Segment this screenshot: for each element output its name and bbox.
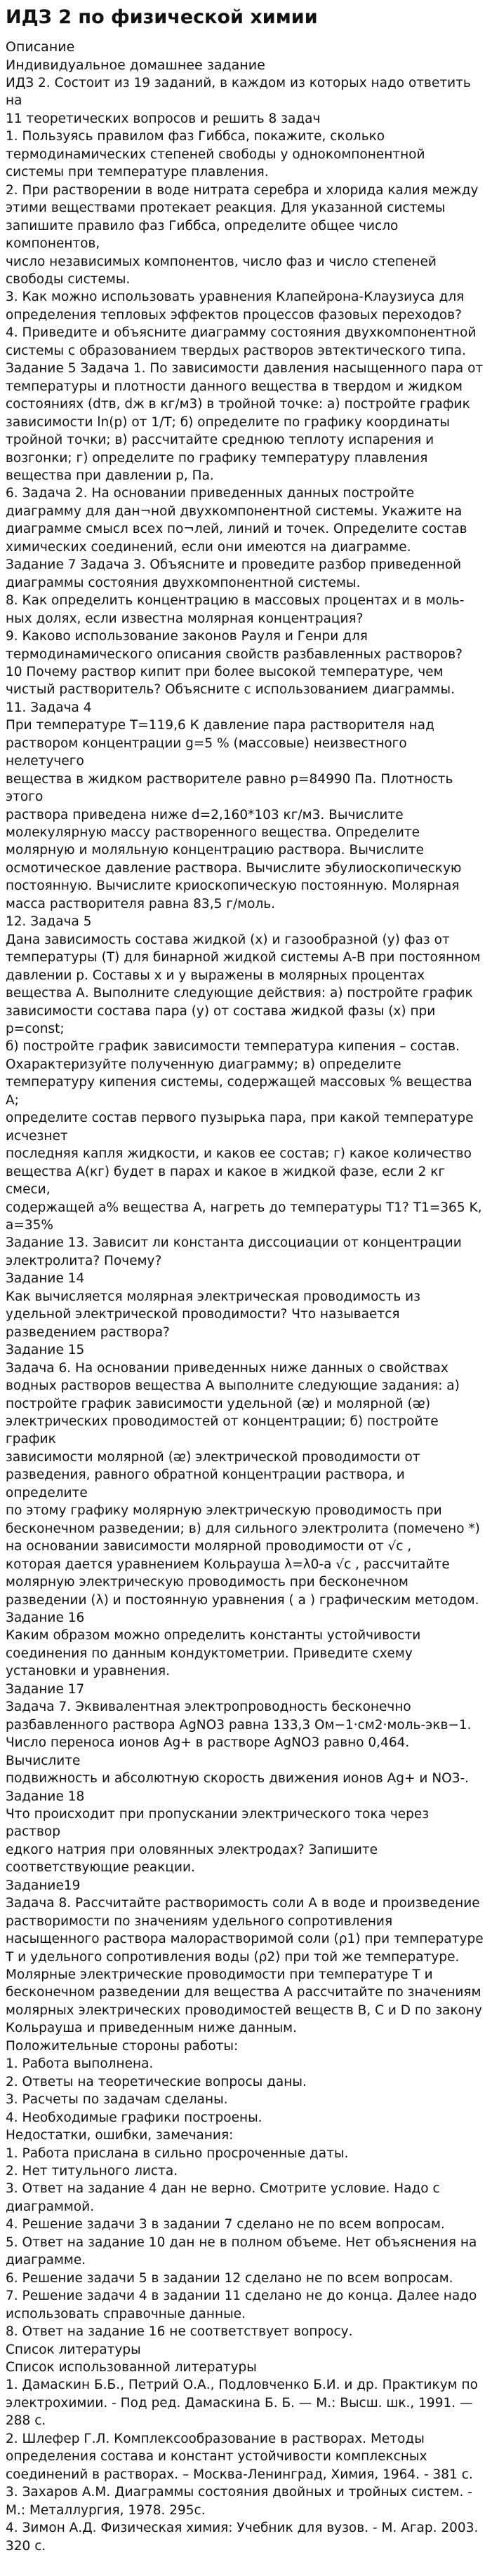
text-line: диаграмме смысл всех по¬лей, линий и точек. Определите состав — [6, 522, 467, 537]
text-line: по этому графику молярную электрическую проводимость при — [6, 1503, 442, 1519]
text-line: Недостатки, ошибки, замечания: — [6, 2128, 234, 2143]
text-line: 5. Ответ на задание 10 дан не в полном объеме. Нет объяснения на — [6, 2235, 477, 2250]
text-line: 4. Зимон А.Д. Физическая химия: Учебник для вузов. - М. Агар. 2003. — [6, 2521, 479, 2536]
text-line: 12. Задача 5 — [6, 914, 92, 930]
text-line: число независимых компонентов, число фаз и число степеней — [6, 254, 437, 269]
text-line: использовать справочные данные. — [6, 2306, 246, 2321]
text-line: электролита? Почему? — [6, 1253, 162, 1268]
text-line: молярную электрическую проводимость при бесконечном — [6, 1575, 408, 1590]
text-line: Дана зависимость состава жидкой (х) и газообразной (у) фаз от — [6, 932, 450, 947]
text-line: электрических проводимостей от концентрации; б) постройте график — [6, 1414, 439, 1447]
text-line: 1. Дамаскин Б.Б., Петрий О.А., Подловченко Б.И. и др. Практикум по — [6, 2378, 478, 2393]
text-line: молярных электрических проводимостей веществ B, C и D по закону — [6, 2002, 482, 2018]
text-line: 2. При растворении в воде нитрата серебра и хлорида калия между — [6, 182, 479, 198]
text-line: определения тепловых эффектов процессов фазовых переходов? — [6, 307, 462, 323]
text-line: вещества при давлении р, Па. — [6, 468, 214, 483]
text-line: ИДЗ 2. Состоит из 19 заданий, в каждом из которых надо ответить на — [6, 76, 471, 109]
text-line: 11 теоретических вопросов и решить 8 задач — [6, 111, 321, 126]
text-line: Задание 14 — [6, 1271, 85, 1287]
text-line: водных растворов вещества А выполните следующие задания: а) — [6, 1378, 460, 1394]
text-line: Задача 6. На основании приведенных ниже данных о свойствах — [6, 1360, 448, 1376]
text-line: 6. Задача 2. На основании приведенных данных постройте — [6, 486, 415, 501]
text-line: М.: Металлургия, 1978. 295с. — [6, 2502, 206, 2518]
text-line: 11. Задача 4 — [6, 700, 92, 715]
text-line: Задание 16 — [6, 1610, 85, 1625]
text-line: диаграммы состояния двухкомпонентной системы. — [6, 575, 361, 590]
text-line: 3. Расчеты по задачам сделаны. — [6, 2092, 228, 2108]
text-line: разведением раствора? — [6, 1324, 170, 1340]
document-subtitle: Индивидуальное домашнее задание — [6, 57, 265, 73]
text-line: разведении (λ) и постоянную уравнения ( a ) графическим методом. — [6, 1592, 479, 1608]
text-line: Как вычисляется молярная электрическая проводимость из — [6, 1289, 421, 1304]
text-line: 4. Решение задачи 3 в задании 7 сделано не по всем вопросам. — [6, 2217, 445, 2232]
text-line: 2. Нет титульного листа. — [6, 2164, 178, 2179]
text-line: Что происходит при пропускании электрического тока через раствор — [6, 1806, 430, 1840]
text-line: определения состава и констант устойчивости комплексных — [6, 2449, 427, 2465]
document-body — [6, 74, 486, 2555]
text-line: Список литературы — [6, 2342, 141, 2357]
text-line: удельной электрической проводимости? Что называется — [6, 1307, 400, 1322]
text-line: вещества в жидком растворителе равно р=84990 Па. Плотность этого — [6, 771, 453, 805]
text-line: постоянную. Вычислите криоскопическую постоянную. Молярная — [6, 879, 460, 894]
text-line: диаграммой. — [6, 2199, 95, 2214]
text-line: Кольрауша и приведенным ниже данным. — [6, 2021, 298, 2036]
text-line: постройте график зависимости удельной (ᴂ) и молярной (ᴂ) — [6, 1396, 431, 1411]
text-line: вещества А. Выполните следующие действия: а) постройте график — [6, 986, 473, 1001]
text-line: 9. Каково использование законов Рауля и Генри для — [6, 629, 368, 644]
text-line: Задание 17 — [6, 1681, 85, 1697]
text-line: разведения, равного обратной концентрации раствора, и определите — [6, 1467, 405, 1500]
text-line: 1. Пользуясь правилом фаз Гиббса, покажите, сколько — [6, 129, 385, 144]
text-line: чистый растворитель? Объясните с использованием диаграммы. — [6, 682, 455, 698]
text-line: вещества А(кг) будет в парах и какое в жидкой фазе, если 2 кг смеси, — [6, 1164, 446, 1198]
text-line: 320 с. — [6, 2538, 46, 2554]
text-line: содержащей а% вещества А, нагреть до температуры T1? T1=365 K, — [6, 1200, 482, 1215]
text-line: состояниях (dтв, dж в кг/м3) в тройной точке: а) постройте график — [6, 397, 470, 412]
text-line: масса растворителя равна 83,5 г/моль. — [6, 896, 276, 911]
text-line: 3. Ответ на задание 4 дан не верно. Смотрите условие. Надо с — [6, 2181, 440, 2197]
text-line: При температуре Т=119,6 К давление пара растворителя над — [6, 718, 434, 733]
text-line: зависимости ln(p) от 1/T; б) определите по графику координаты — [6, 414, 450, 430]
text-line: Задание 18 — [6, 1789, 85, 1804]
text-line: бесконечном разведении для вещества А рассчитайте по значениям — [6, 1985, 481, 2000]
text-line: 4. Приведите и объясните диаграмму состояния двухкомпонентной — [6, 325, 477, 341]
text-line: химических соединений, если они имеются на диаграмме. — [6, 539, 411, 555]
text-line: раствором концентрации g=5 % (массовые) неизвестного нелетучего — [6, 735, 407, 769]
text-line: растворимости по значениям удельного сопротивления — [6, 1913, 393, 1929]
text-line: Молярные электрические проводимости при температуре Т и — [6, 1967, 433, 1983]
text-line: 8. Ответ на задание 16 не соответствует вопросу. — [6, 2324, 353, 2340]
text-line: 10 Почему раствор кипит при более высокой температуре, чем — [6, 664, 444, 679]
text-line: Охарактеризуйте полученную диаграмму; в) определите — [6, 1057, 401, 1072]
text-line: Т и удельного сопротивления воды (ρ2) при той же температуре. — [6, 1949, 460, 1965]
text-line: 7. Решение задачи 4 в задании 11 сделано не до конца. Далее надо — [6, 2289, 477, 2304]
text-line: термодинамического описания свойств разбавленных растворов? — [6, 646, 463, 662]
text-line: температуры и плотности данного вещества в твердом и жидком — [6, 379, 463, 394]
text-line: а=35% — [6, 1218, 53, 1233]
text-line: бесконечном разведении; в) для сильного электролита (помечено *) — [6, 1521, 480, 1536]
text-line: диаграмме. — [6, 2253, 86, 2268]
text-line: температуры (Т) для бинарной жидкой системы А-В при постоянном — [6, 950, 481, 965]
text-line: диаграмму для дан¬ной двухкомпонентной системы. Укажите на — [6, 503, 463, 519]
text-line: запишите правило фаз Гиббса, определите общее число компонентов, — [6, 218, 399, 252]
text-line: молярную и моляльную концентрацию раствора. Вычислите — [6, 843, 424, 858]
text-line: температуру кипения системы, содержащей массовых % вещества А; — [6, 1075, 472, 1108]
text-line: 3. Захаров А.М. Диаграммы состояния двойных и тройных систем. - — [6, 2485, 472, 2500]
text-line: Каким образом можно определить константы устойчивости — [6, 1628, 421, 1643]
text-line: тройной точки; в) рассчитайте среднюю теплоту испарения и — [6, 433, 434, 448]
text-line: Задание 7 Задача 3. Объясните и проведите разбор приведенной — [6, 557, 462, 573]
text-line: системы при температуре плавления. — [6, 165, 269, 180]
text-line: 4. Необходимые графики построены. — [6, 2110, 262, 2125]
text-line: разбавленного раствора AgNO3 равна 133,3 Ом−1·см2·моль-экв−1. — [6, 1717, 472, 1733]
text-line: соответствующие реакции. — [6, 1860, 195, 1876]
text-line: осмотическое давление раствора. Вычислите эбулиоскопическую — [6, 860, 462, 876]
text-line: последняя капля жидкости, и каков ее состав; г) какое количество — [6, 1146, 472, 1162]
text-line: Список использованной литературы — [6, 2360, 257, 2375]
text-line: термодинамических степеней свободы у однокомпонентной — [6, 147, 425, 162]
text-line: Положительные стороны работы: — [6, 2038, 239, 2054]
text-line: Задание 13. Зависит ли константа диссоциации от концентрации — [6, 1235, 462, 1251]
text-line: свободы системы. — [6, 271, 131, 287]
text-line: молекулярную массу растворенного вещества. Определите — [6, 825, 420, 841]
text-line: 2. Шлефер Г.Л. Комплексообразование в растворах. Методы — [6, 2431, 425, 2446]
text-line: 1. Работа выполнена. — [6, 2056, 154, 2072]
text-line: 2. Ответы на теоретические вопросы даны. — [6, 2074, 307, 2089]
text-line: которая дается уравнением Кольрауша λ=λ0-a √c , рассчитайте — [6, 1557, 450, 1572]
text-line: Задача 8. Рассчитайте растворимость соли А в воде и произведение — [6, 1896, 480, 1911]
text-line: электрохимии. - Под ред. Дамаскина Б. Б. — М.: Высш. шк., 1991. — 288 с. — [6, 2395, 473, 2429]
text-line: соединения по данным кондуктометрии. Приведите схему — [6, 1646, 413, 1661]
text-line: насыщенного раствора малорастворимой соли (ρ1) при температуре — [6, 1932, 484, 1947]
text-line: 3. Как можно использовать уравнения Клапейрона-Клаузиуса для — [6, 290, 465, 305]
text-line: подвижность и абсолютную скорость движения ионов Ag+ и NO3-. — [6, 1771, 470, 1787]
text-line: 6. Решение задачи 5 в задании 12 сделано не по всем вопросам. — [6, 2270, 453, 2286]
text-line: системы с образованием твердых растворов эвтектического типа. — [6, 343, 466, 358]
text-line: едкого натрия при оловянных электродах? Запишите — [6, 1842, 378, 1857]
text-line: на основании зависимости молярной проводимости от √c , — [6, 1539, 412, 1554]
text-line: соединений в растворах. – Москва-Ленинград, Химия, 1964. - 381 с. — [6, 2467, 473, 2482]
text-line: Задание 5 Задача 1. По зависимости давления насыщенного пара от — [6, 361, 484, 377]
section-label: Описание — [6, 39, 75, 55]
text-line: ных долях, если известна молярная концентрация? — [6, 611, 364, 626]
text-line: Задача 7. Эквивалентная электропроводность бесконечно — [6, 1700, 411, 1715]
text-line: определите состав первого пузырька пара, при какой температуре исчезнет — [6, 1111, 474, 1144]
text-line: б) постройте график зависимости температура кипения – состав. — [6, 1039, 460, 1055]
text-line: давлении р. Составы х и у выражены в молярных процентах — [6, 968, 425, 983]
text-line: зависимости молярной (ᴂ) электрической проводимости от — [6, 1449, 420, 1465]
text-line: установки и уравнения. — [6, 1664, 171, 1679]
text-line: Задание19 — [6, 1878, 81, 1893]
text-line: 1. Работа прислана в сильно просроченные даты. — [6, 2145, 349, 2161]
text-line: возгонки; г) определите по графику температуру плавления — [6, 450, 428, 466]
text-line: этими веществами протекает реакция. Для указанной системы — [6, 201, 446, 216]
text-line: зависимости состава пара (у) от состава жидкой фазы (х) при р=const; — [6, 1003, 436, 1037]
text-line: раствора приведена ниже d=2,160*103 кг/м3. Вычислите — [6, 807, 404, 822]
text-line: 8. Как определить концентрацию в массовых процентах и в моль- — [6, 593, 465, 609]
text-line: Задание 15 — [6, 1343, 85, 1358]
page-title: ИДЗ 2 по физической химии — [6, 6, 318, 28]
text-line: Число переноса ионов Ag+ в растворе AgNO3 равно 0,464. Вычислите — [6, 1735, 410, 1768]
